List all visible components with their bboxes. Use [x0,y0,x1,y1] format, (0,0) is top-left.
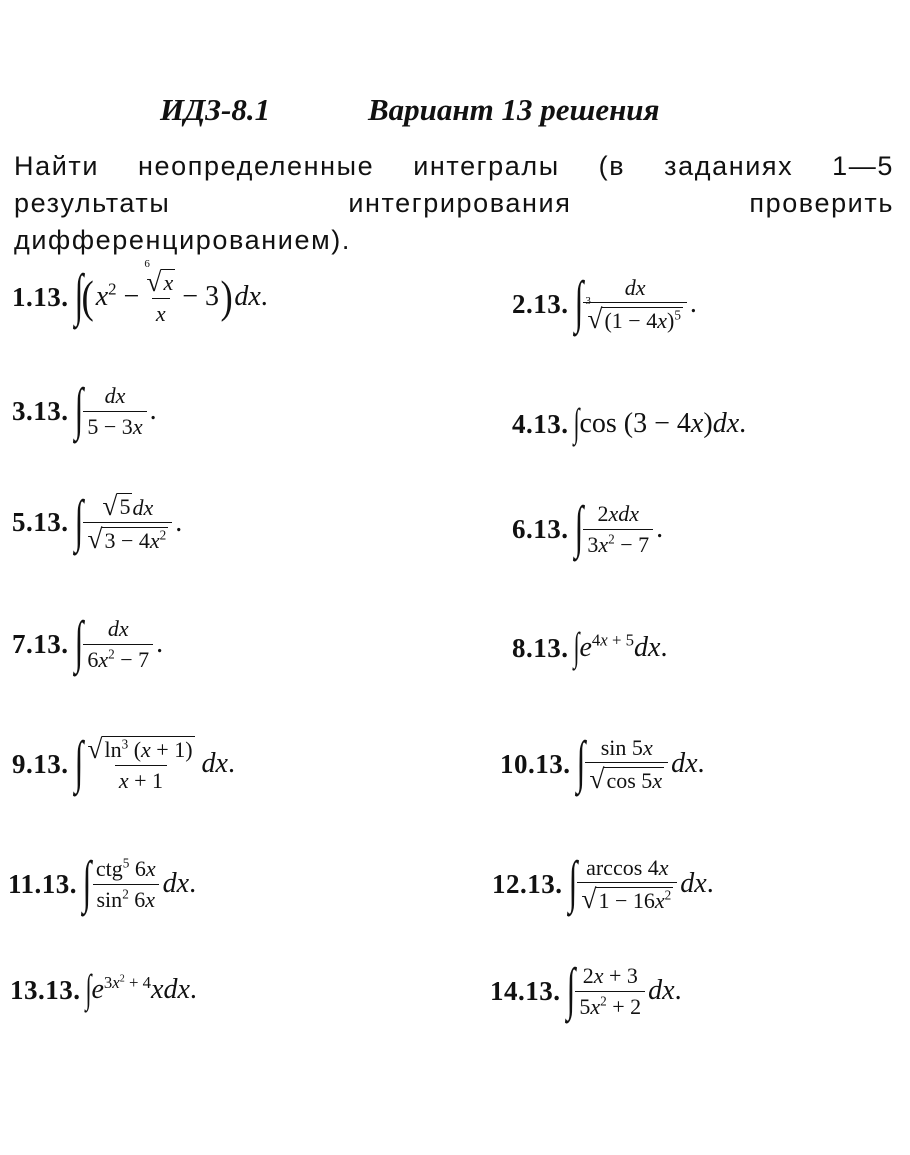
problem-14 [490,956,682,1021]
formula-fraction: $\frac{2x + 3}{5x^2 + 2}$ [575,963,645,1019]
problem-number: 13.13. [10,974,81,1005]
formula-part: $e^{3x^2 + 4}xdx$. [91,972,197,1005]
integral-sign: ∫ [574,269,583,335]
problem-number: 14.13. [490,975,561,1006]
integral-sign: ∫ [74,487,83,553]
integral-sign: ∫ [568,849,577,915]
integral-sign: ∫ [84,966,92,1011]
problem-number: 7.13. [12,628,69,659]
integral-sign: ∫ [82,849,92,914]
problem-number: 9.13. [12,748,69,779]
problem-number: 8.13. [512,632,569,663]
formula-part: $x^2$ − [95,279,140,313]
problem-number: 11.13. [8,868,78,899]
problem-number: 3.13. [12,395,69,426]
problem-number: 10.13. [500,748,571,779]
integral-sign: ∫ [74,262,83,328]
problem-number: 5.13. [12,507,69,538]
problem-5 [12,487,183,555]
formula-fraction: √ $\ln^3 (x + 1)$ x + 1 [87,733,193,794]
formula-part: $e^{4x + 5}dx$. [579,630,668,663]
integral-sign: ∫ [566,956,575,1021]
problem-12 [492,849,714,915]
formula-part: cos (3 − 4x)dx. [579,408,747,439]
problem-6 [512,494,664,559]
formula-part: dx. [162,868,197,899]
formula-part: ) [220,271,233,323]
formula-fraction: arccos 4x √ $1 - 16x^2$ [577,855,677,914]
variant-title: Вариант 13 решения [368,92,660,127]
formula-part: − 3 [182,281,219,313]
problem-number: 1.13. [12,281,69,312]
formula-fraction: $\frac{ctg^5 6x}{\sin^2 6x}$ [92,856,160,912]
integral-sign: ∫ [572,624,580,669]
problem-number: 6.13. [512,513,569,544]
formula-fraction: sin 5x √ cos 5x [585,735,668,794]
integral-sign: ∫ [576,729,585,795]
problem-9 [12,729,235,795]
integral-sign: ∫ [74,376,83,441]
problem-3 [12,376,157,441]
problem-number: 4.13. [512,408,569,439]
problem-11 [8,849,197,914]
formula-fraction: dx √ 3 $(1 - 4x)^5$ [583,275,687,334]
formula-part: . [689,288,697,320]
formula-fraction: $\frac{dx}{5 - 3x}$ [83,383,146,439]
formula-fraction: √ 6 x x [144,258,174,327]
formula-part: dx. [201,748,235,780]
problem-4 [512,400,747,445]
formula-part: dx. [680,868,714,900]
integral-sign: ∫ [74,729,83,795]
formula-fraction: √ 5 dx √ $3 - 4x^2$ [83,492,172,554]
formula-fraction: $\frac{dx}{6x^2 - 7}$ [83,616,153,672]
problem-7 [12,609,164,674]
formula-part: dx. [234,281,268,313]
problem-number: 2.13. [512,288,569,319]
problem-number: 12.13. [492,868,563,899]
formula-part: . [656,513,664,544]
problem-13 [10,966,197,1011]
formula-part: ( [81,271,95,323]
problem-10 [500,729,705,795]
formula-part: dx. [648,975,682,1006]
formula-part: . [149,395,157,426]
formula-part: . [156,628,164,659]
problem-2 [512,269,697,335]
integral-sign: ∫ [574,494,583,559]
task-statement: Найти неопределенные интегралы (в заданиях 1—5 результаты интегрирования проверить дифференцированием). [14,151,894,255]
page-header [160,92,660,128]
problem-8 [512,624,668,669]
integral-sign: ∫ [572,400,580,445]
problem-1 [12,258,268,328]
formula-part: dx. [671,748,705,780]
formula-part: . [175,506,183,538]
formula-fraction: $\frac{\text{2xdx}}{3x^2 - 7}$ [583,501,653,557]
assignment-code: ИДЗ-8.1 [160,92,271,127]
integral-sign: ∫ [74,609,83,674]
